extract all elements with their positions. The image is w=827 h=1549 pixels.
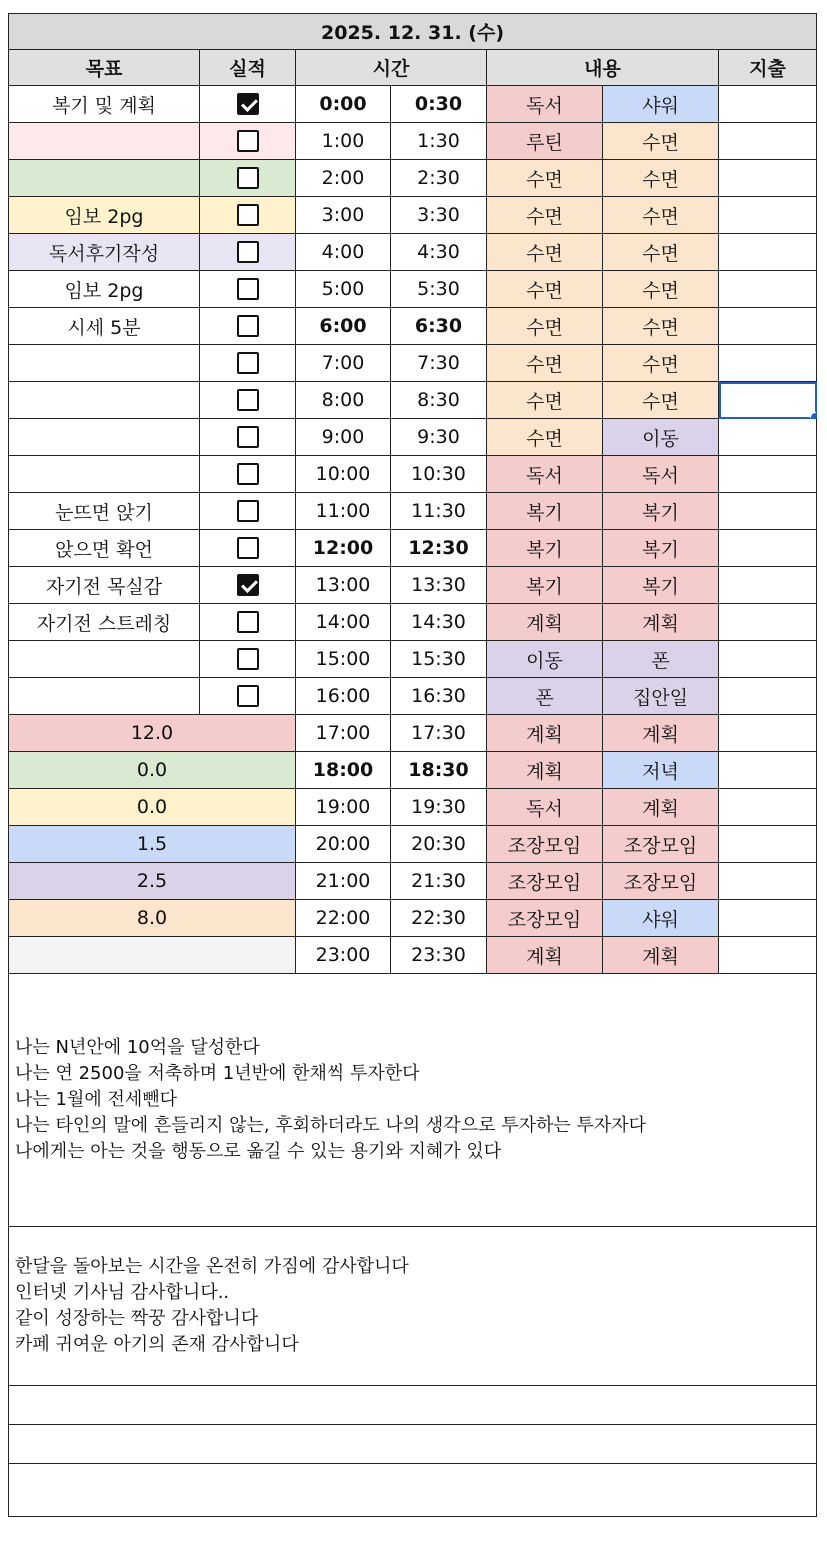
content-cell-first[interactable]: 복기	[487, 493, 603, 530]
result-cell[interactable]	[200, 567, 296, 604]
content-cell-first[interactable]: 조장모임	[487, 863, 603, 900]
expense-cell[interactable]	[719, 493, 817, 530]
content-cell-second[interactable]: 복기	[603, 567, 719, 604]
time-half-cell[interactable]: 3:30	[391, 197, 487, 234]
content-cell-second[interactable]: 집안일	[603, 678, 719, 715]
expense-cell[interactable]	[719, 604, 817, 641]
schedule-row	[9, 530, 817, 567]
expense-cell[interactable]	[719, 86, 817, 123]
result-cell[interactable]	[200, 234, 296, 271]
time-half-cell[interactable]: 8:30	[391, 382, 487, 419]
content-cell-first[interactable]: 독서	[487, 456, 603, 493]
content-cell-first[interactable]: 계획	[487, 937, 603, 974]
content-cell-second[interactable]: 조장모임	[603, 863, 719, 900]
goal-cell[interactable]: 눈뜨면 앉기	[9, 493, 200, 530]
result-cell[interactable]	[200, 456, 296, 493]
time-half-cell[interactable]: 20:30	[391, 826, 487, 863]
result-checkbox[interactable]	[237, 426, 259, 448]
result-checkbox[interactable]	[237, 352, 259, 374]
time-start-cell[interactable]: 16:00	[296, 678, 391, 715]
content-cell-first[interactable]: 수면	[487, 271, 603, 308]
expense-cell[interactable]	[719, 160, 817, 197]
content-cell-second[interactable]: 저녁	[603, 752, 719, 789]
time-start-cell[interactable]: 3:00	[296, 197, 391, 234]
affirmation-cell[interactable]	[9, 974, 817, 1227]
affirmation-line: 나는 타인의 말에 흔들리지 않는, 후회하더라도 나의 생각으로 투자하는 투자자다	[15, 1115, 647, 1136]
empty-cell[interactable]	[9, 1386, 817, 1425]
result-checkbox[interactable]	[237, 463, 259, 485]
expense-cell[interactable]	[719, 419, 817, 456]
schedule-row	[9, 641, 817, 678]
time-start-cell[interactable]: 1:00	[296, 123, 391, 160]
time-header[interactable]: 시간	[296, 50, 487, 86]
schedule-row	[9, 567, 817, 604]
content-cell-first[interactable]: 독서	[487, 86, 603, 123]
goal-cell[interactable]	[9, 456, 200, 493]
time-start-cell[interactable]: 14:00	[296, 604, 391, 641]
time-start-cell[interactable]: 20:00	[296, 826, 391, 863]
time-half-cell[interactable]: 7:30	[391, 345, 487, 382]
goal-cell[interactable]	[9, 160, 200, 197]
affirmation-line: 나는 연 2500을 저축하며 1년반에 한채씩 투자한다	[15, 1063, 420, 1084]
goal-cell[interactable]	[9, 641, 200, 678]
expense-cell[interactable]	[719, 567, 817, 604]
result-cell[interactable]	[200, 86, 296, 123]
summary-value-cell[interactable]: 2.5	[9, 863, 296, 900]
time-half-cell[interactable]: 12:30	[391, 530, 487, 567]
goal-cell[interactable]: 자기전 목실감	[9, 567, 200, 604]
time-half-cell[interactable]: 10:30	[391, 456, 487, 493]
time-start-cell[interactable]: 8:00	[296, 382, 391, 419]
schedule-row	[9, 604, 817, 641]
gratitude-cell[interactable]	[9, 1227, 817, 1386]
content-cell-first[interactable]: 독서	[487, 789, 603, 826]
content-cell-first[interactable]: 수면	[487, 160, 603, 197]
summary-row	[9, 826, 817, 863]
content-cell-first[interactable]: 수면	[487, 308, 603, 345]
summary-value-cell[interactable]: 8.0	[9, 900, 296, 937]
expense-cell[interactable]	[719, 900, 817, 937]
time-start-cell[interactable]: 6:00	[296, 308, 391, 345]
schedule-row	[9, 493, 817, 530]
result-cell[interactable]	[200, 123, 296, 160]
content-cell-second[interactable]: 계획	[603, 604, 719, 641]
expense-header[interactable]: 지출	[719, 50, 817, 86]
result-cell[interactable]	[200, 382, 296, 419]
empty-row	[9, 1386, 817, 1425]
empty-cell[interactable]	[9, 1425, 817, 1464]
expense-cell[interactable]	[719, 197, 817, 234]
result-header[interactable]: 실적	[200, 50, 296, 86]
expense-cell[interactable]	[719, 937, 817, 974]
schedule-row	[9, 271, 817, 308]
content-cell-second[interactable]: 계획	[603, 937, 719, 974]
expense-cell[interactable]	[719, 715, 817, 752]
summary-value-cell[interactable]: 0.0	[9, 789, 296, 826]
content-cell-first[interactable]: 수면	[487, 234, 603, 271]
schedule-row	[9, 345, 817, 382]
goal-cell[interactable]	[9, 678, 200, 715]
time-start-cell[interactable]: 11:00	[296, 493, 391, 530]
content-cell-second[interactable]: 복기	[603, 530, 719, 567]
schedule-row	[9, 678, 817, 715]
content-cell-second[interactable]: 계획	[603, 789, 719, 826]
content-cell-first[interactable]: 이동	[487, 641, 603, 678]
empty-cell[interactable]	[9, 1464, 817, 1517]
goal-cell[interactable]: 자기전 스트레칭	[9, 604, 200, 641]
result-cell[interactable]	[200, 604, 296, 641]
result-checkbox[interactable]	[237, 204, 259, 226]
expense-cell[interactable]	[719, 345, 817, 382]
time-half-cell[interactable]: 14:30	[391, 604, 487, 641]
content-cell-second[interactable]: 수면	[603, 345, 719, 382]
content-cell-second[interactable]: 수면	[603, 197, 719, 234]
result-checkbox[interactable]	[237, 278, 259, 300]
result-cell[interactable]	[200, 345, 296, 382]
expense-cell[interactable]	[719, 456, 817, 493]
summary-row	[9, 752, 817, 789]
result-cell[interactable]	[200, 271, 296, 308]
content-cell-first[interactable]: 수면	[487, 382, 603, 419]
content-cell-first[interactable]: 수면	[487, 197, 603, 234]
content-cell-second[interactable]: 계획	[603, 715, 719, 752]
schedule-row	[9, 419, 817, 456]
time-half-cell[interactable]: 15:30	[391, 641, 487, 678]
schedule-row	[9, 160, 817, 197]
time-half-cell[interactable]: 0:30	[391, 86, 487, 123]
content-cell-second[interactable]: 수면	[603, 234, 719, 271]
result-checkbox[interactable]	[237, 130, 259, 152]
content-cell-first[interactable]: 복기	[487, 530, 603, 567]
result-checkbox[interactable]	[237, 648, 259, 670]
content-cell-first[interactable]: 계획	[487, 604, 603, 641]
time-half-cell[interactable]: 5:30	[391, 271, 487, 308]
schedule-row	[9, 123, 817, 160]
result-cell[interactable]	[200, 419, 296, 456]
date-title[interactable]: 2025. 12. 31. (수)	[9, 14, 817, 50]
empty-row	[9, 1464, 817, 1517]
goal-cell[interactable]	[9, 345, 200, 382]
result-checkbox[interactable]	[237, 167, 259, 189]
time-start-cell[interactable]: 4:00	[296, 234, 391, 271]
schedule-row	[9, 86, 817, 123]
expense-cell[interactable]	[719, 530, 817, 567]
result-checkbox[interactable]	[237, 315, 259, 337]
time-half-cell[interactable]: 2:30	[391, 160, 487, 197]
time-start-cell[interactable]: 21:00	[296, 863, 391, 900]
goal-cell[interactable]: 독서후기작성	[9, 234, 200, 271]
expense-cell[interactable]	[719, 826, 817, 863]
expense-cell[interactable]	[719, 123, 817, 160]
content-cell-first[interactable]: 조장모임	[487, 900, 603, 937]
empty-row	[9, 1425, 817, 1464]
result-checkbox[interactable]	[237, 537, 259, 559]
result-checkbox[interactable]	[237, 241, 259, 263]
goal-cell[interactable]: 복기 및 계획	[9, 86, 200, 123]
time-start-cell[interactable]: 0:00	[296, 86, 391, 123]
gratitude-line: 한달을 돌아보는 시간을 온전히 가짐에 감사합니다	[15, 1256, 409, 1277]
summary-row	[9, 937, 817, 974]
schedule-row	[9, 456, 817, 493]
time-half-cell[interactable]: 9:30	[391, 419, 487, 456]
schedule-row	[9, 308, 817, 345]
result-cell[interactable]	[200, 530, 296, 567]
expense-cell[interactable]	[719, 234, 817, 271]
time-half-cell[interactable]: 11:30	[391, 493, 487, 530]
content-cell-first[interactable]: 수면	[487, 345, 603, 382]
time-half-cell[interactable]: 23:30	[391, 937, 487, 974]
expense-cell[interactable]	[719, 863, 817, 900]
goal-cell[interactable]: 임보 2pg	[9, 271, 200, 308]
content-cell-first[interactable]: 조장모임	[487, 826, 603, 863]
content-cell-second[interactable]: 수면	[603, 160, 719, 197]
result-cell[interactable]	[200, 493, 296, 530]
time-half-cell[interactable]: 1:30	[391, 123, 487, 160]
time-start-cell[interactable]: 23:00	[296, 937, 391, 974]
content-cell-second[interactable]: 이동	[603, 419, 719, 456]
time-start-cell[interactable]: 10:00	[296, 456, 391, 493]
summary-value-cell[interactable]: 12.0	[9, 715, 296, 752]
content-cell-second[interactable]: 복기	[603, 493, 719, 530]
time-half-cell[interactable]: 18:30	[391, 752, 487, 789]
summary-value-cell[interactable]: 0.0	[9, 752, 296, 789]
time-half-cell[interactable]: 6:30	[391, 308, 487, 345]
content-cell-second[interactable]: 독서	[603, 456, 719, 493]
time-start-cell[interactable]: 7:00	[296, 345, 391, 382]
result-checkbox[interactable]	[237, 685, 259, 707]
time-start-cell[interactable]: 22:00	[296, 900, 391, 937]
goal-header[interactable]: 목표	[9, 50, 200, 86]
expense-cell[interactable]	[719, 382, 817, 419]
expense-cell[interactable]	[719, 271, 817, 308]
content-cell-second[interactable]: 샤워	[603, 86, 719, 123]
result-cell[interactable]	[200, 641, 296, 678]
content-cell-first[interactable]: 폰	[487, 678, 603, 715]
schedule-row	[9, 197, 817, 234]
schedule-row	[9, 382, 817, 419]
column-header-row	[9, 50, 817, 86]
time-half-cell[interactable]: 21:30	[391, 863, 487, 900]
content-cell-second[interactable]: 샤워	[603, 900, 719, 937]
time-start-cell[interactable]: 13:00	[296, 567, 391, 604]
time-half-cell[interactable]: 19:30	[391, 789, 487, 826]
result-cell[interactable]	[200, 160, 296, 197]
time-half-cell[interactable]: 16:30	[391, 678, 487, 715]
result-cell[interactable]	[200, 678, 296, 715]
time-start-cell[interactable]: 19:00	[296, 789, 391, 826]
summary-row	[9, 715, 817, 752]
time-half-cell[interactable]: 22:30	[391, 900, 487, 937]
time-half-cell[interactable]: 4:30	[391, 234, 487, 271]
affirmation-line: 나는 1월에 전세뺀다	[15, 1089, 177, 1110]
schedule-row	[9, 234, 817, 271]
content-cell-first[interactable]: 복기	[487, 567, 603, 604]
content-header[interactable]: 내용	[487, 50, 719, 86]
content-cell-first[interactable]: 수면	[487, 419, 603, 456]
goal-cell[interactable]: 앉으면 확언	[9, 530, 200, 567]
content-cell-first[interactable]: 계획	[487, 752, 603, 789]
gratitude-line: 같이 성장하는 짝꿍 감사합니다	[15, 1308, 259, 1329]
content-cell-second[interactable]: 수면	[603, 308, 719, 345]
expense-cell[interactable]	[719, 678, 817, 715]
time-half-cell[interactable]: 13:30	[391, 567, 487, 604]
goal-cell[interactable]	[9, 419, 200, 456]
summary-row	[9, 789, 817, 826]
daily-planner-sheet	[8, 13, 817, 1517]
summary-value-cell[interactable]: 1.5	[9, 826, 296, 863]
content-cell-second[interactable]: 폰	[603, 641, 719, 678]
time-start-cell[interactable]: 2:00	[296, 160, 391, 197]
time-start-cell[interactable]: 12:00	[296, 530, 391, 567]
time-start-cell[interactable]: 5:00	[296, 271, 391, 308]
expense-cell[interactable]	[719, 308, 817, 345]
result-checkbox[interactable]	[237, 500, 259, 522]
summary-row	[9, 863, 817, 900]
expense-cell[interactable]	[719, 752, 817, 789]
gratitude-line: 카페 귀여운 아기의 존재 감사합니다	[15, 1334, 299, 1355]
result-checkbox[interactable]	[237, 93, 259, 115]
time-half-cell[interactable]: 17:30	[391, 715, 487, 752]
time-start-cell[interactable]: 9:00	[296, 419, 391, 456]
goal-cell[interactable]	[9, 382, 200, 419]
expense-cell[interactable]	[719, 789, 817, 826]
affirmation-row	[9, 974, 817, 1227]
time-start-cell[interactable]: 17:00	[296, 715, 391, 752]
goal-cell[interactable]: 임보 2pg	[9, 197, 200, 234]
result-cell[interactable]	[200, 197, 296, 234]
goal-cell[interactable]: 시세 5분	[9, 308, 200, 345]
time-start-cell[interactable]: 18:00	[296, 752, 391, 789]
goal-cell[interactable]	[9, 123, 200, 160]
gratitude-row	[9, 1227, 817, 1386]
result-checkbox[interactable]	[237, 389, 259, 411]
expense-cell[interactable]	[719, 641, 817, 678]
title-row	[9, 14, 817, 50]
result-cell[interactable]	[200, 308, 296, 345]
affirmation-line: 나에게는 아는 것을 행동으로 옮길 수 있는 용기와 지혜가 있다	[15, 1141, 502, 1162]
gratitude-line: 인터넷 기사님 감사합니다..	[15, 1282, 230, 1303]
content-cell-second[interactable]: 수면	[603, 123, 719, 160]
content-cell-first[interactable]: 계획	[487, 715, 603, 752]
summary-row	[9, 900, 817, 937]
content-cell-second[interactable]: 수면	[603, 271, 719, 308]
selection-fill-handle[interactable]	[810, 412, 817, 419]
content-cell-first[interactable]: 루틴	[487, 123, 603, 160]
summary-value-cell[interactable]	[9, 937, 296, 974]
result-checkbox[interactable]	[237, 574, 259, 596]
result-checkbox[interactable]	[237, 611, 259, 633]
content-cell-second[interactable]: 수면	[603, 382, 719, 419]
affirmation-line: 나는 N년안에 10억을 달성한다	[15, 1037, 260, 1058]
time-start-cell[interactable]: 15:00	[296, 641, 391, 678]
content-cell-second[interactable]: 조장모임	[603, 826, 719, 863]
